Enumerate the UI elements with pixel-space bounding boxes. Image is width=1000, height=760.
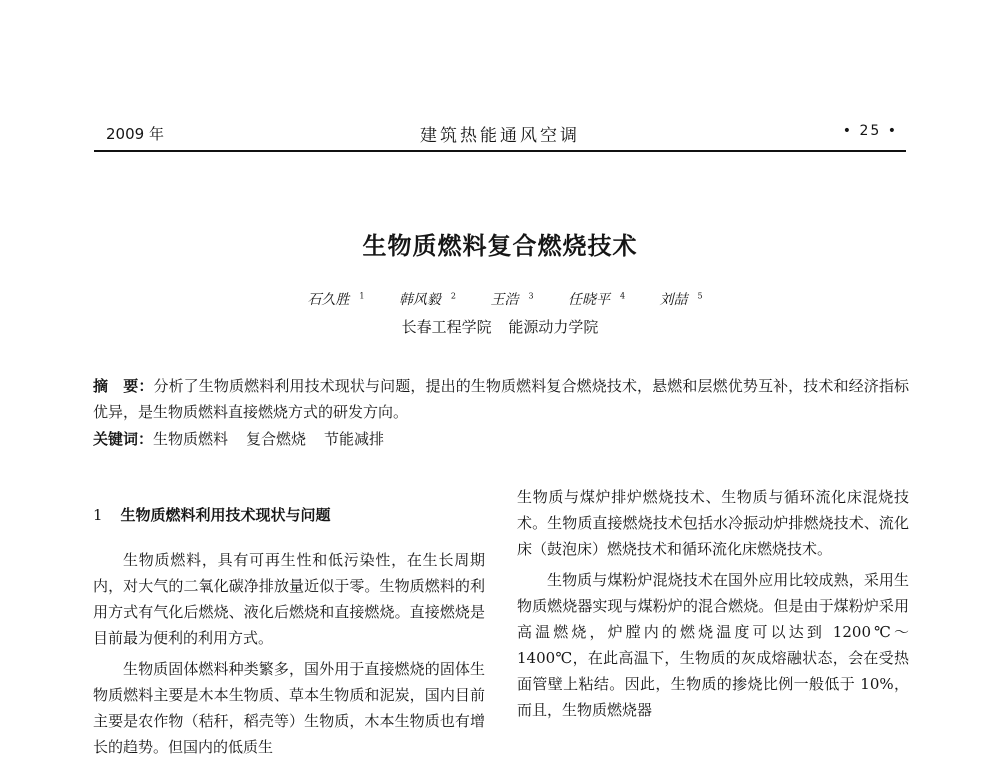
keyword: 节能减排 [324,430,385,448]
article-title: 生物质燃料复合燃烧技术 [362,232,638,260]
section-heading [93,504,485,525]
left-column [93,504,485,760]
abstract-label: 摘 要： [93,377,154,395]
body-paragraph: 生物质与煤炉排炉燃烧技术、生物质与循环流化床混烧技术。生物质直接燃烧技术包括水冷振动炉排燃烧技术、流化床（鼓泡床）燃烧技术和循环流化床燃烧技术。 [517,488,909,558]
running-header [94,119,906,149]
journal-name: 建筑热能通风空调 [420,126,580,146]
keyword: 生物质燃料 [153,430,229,448]
abstract [93,373,909,425]
author: 刘喆 $^5$ [659,291,703,308]
header-year: 2009 年 [106,125,164,143]
author: 任晓平 $^4$ [568,291,626,308]
affiliation [0,316,1000,337]
author: 石久胜 $^1$ [307,291,365,308]
author: 韩风毅 $^2$ [398,291,456,308]
keywords [93,428,909,449]
author-list [0,289,1000,309]
section-title: 生物质燃料利用技术现状与问题 [120,506,331,524]
body-paragraph: 生物质固体燃料种类繁多，国外用于直接燃烧的固体生物质燃料主要是木本生物质、草本生物质和泥炭，国内目前主要是农作物（秸秆，稻壳等）生物质，木本生物质也有增长的趋势。但国内的低质生 [93,660,485,756]
affiliation-university: 长春工程学院 [401,318,492,336]
header-rule [94,150,906,152]
author: 王浩 $^3$ [490,291,534,308]
right-column [517,484,909,723]
page-number: • 25 • [842,123,898,139]
body-paragraph: 生物质与煤粉炉混烧技术在国外应用比较成熟，采用生物质燃烧器实现与煤粉炉的混合燃烧。但是由于煤粉炉采用高温燃烧，炉膛内的燃烧温度可以达到 1200℃～1400℃，在此高温下，生物质的灰成熔融状态，会在受热面管壁上粘结。因此，生物质的掺烧比例一般低于 10%，而且，生物质燃烧器 [517,571,909,719]
abstract-text: 分析了生物质燃料利用技术现状与问题，提出的生物质燃料复合燃烧技术，悬燃和层燃优势互补，技术和经济指标优异，是生物质燃料直接燃烧方式的研发方向。 [93,377,909,421]
affiliation-school: 能源动力学院 [508,318,599,336]
section-number: 1 [93,506,103,524]
keywords-label: 关键词： [93,430,154,448]
keyword: 复合燃烧 [246,430,307,448]
body-paragraph: 生物质燃料，具有可再生性和低污染性，在生长周期内，对大气的二氧化碳净排放量近似于零。生物质燃料的利用方式有气化后燃烧、液化后燃烧和直接燃烧。直接燃烧是目前最为便利的利用方式。 [93,551,485,647]
